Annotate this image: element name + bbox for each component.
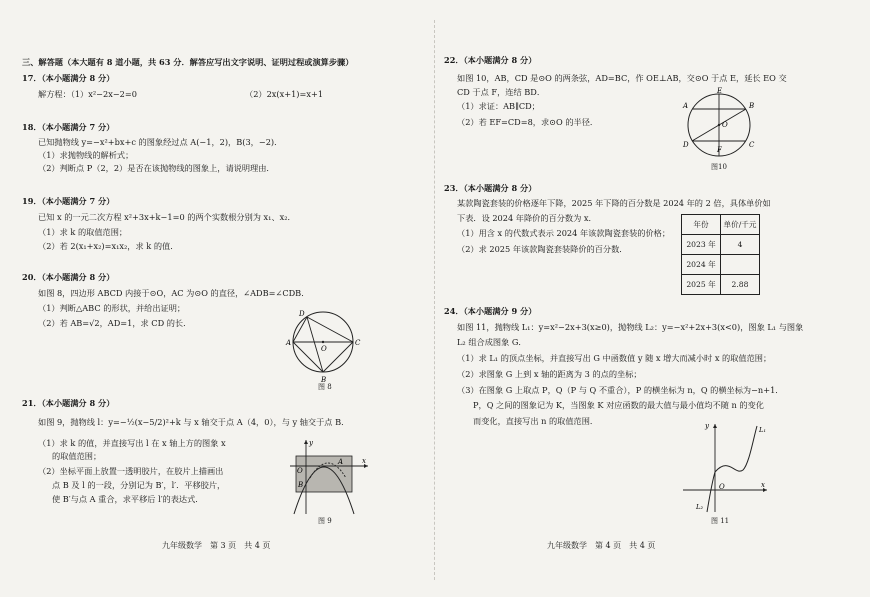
fig9-label-b: B	[298, 481, 304, 489]
fig8-label-a: A	[286, 339, 292, 347]
fig11-label-y: y	[705, 422, 709, 430]
table-cell: 2025 年	[682, 275, 721, 295]
figure-8-caption: 图 8	[318, 383, 332, 391]
q17-line1b: （2）2x(x+1)=x+1	[245, 89, 324, 99]
fig10-label-c: C	[749, 141, 755, 149]
q21-line4: （2）坐标平面上放置一透明胶片，在胶片上描画出	[38, 466, 224, 476]
q21-line1: 如图 9，抛物线 l：y=−½(x−5/2)²+k 与 x 轴交于点 A（4，0），与 y 轴交于点 B．	[38, 417, 350, 427]
q22-line1: 如图 10，AB，CD 是⊙O 的两条弦，AD=BC，作 OE⊥AB，交⊙O 于点 E，延长 EO 交	[457, 73, 787, 83]
figure-11-caption: 图 11	[711, 517, 730, 525]
table-header-cell: 年份	[682, 215, 721, 235]
table-cell: 2024 年	[682, 255, 721, 275]
q20-line3: （2）若 AB=√2，AD=1，求 CD 的长．	[38, 318, 192, 328]
q20-line2: （1）判断△ABC 的形状，并给出证明；	[38, 303, 186, 313]
q21-line5: 点 B 及 l 的一段，分别记为 B′，l′．平移胶片，	[52, 480, 226, 490]
figure-9-graph	[286, 438, 370, 516]
fig8-label-b: B	[321, 376, 327, 383]
fig10-label-e: E	[717, 87, 723, 95]
q24-line2: L₂ 组合成图象 G．	[457, 337, 527, 347]
q17-heading: 17．（本小题满分 8 分）	[22, 73, 115, 83]
fig9-label-o: O	[297, 467, 303, 475]
q20-heading: 20．（本小题满分 8 分）	[22, 272, 115, 282]
q22-heading: 22．（本小题满分 8 分）	[444, 55, 537, 65]
table-row	[682, 235, 760, 255]
q24-line3: （1）求 L₁ 的顶点坐标，并直接写出 G 中函数值 y 随 x 增大而减小时 x 的取值范围；	[457, 353, 772, 363]
left-page-footer: 九年级数学 第 3 页 共 4 页	[162, 541, 271, 550]
q23-line2: 下表．设 2024 年降价的百分数为 x．	[457, 213, 597, 223]
q21-line6: 使 B′与点 A 重合，求平移后 l′的表达式．	[52, 494, 204, 504]
table-header-cell: 单价/千元	[721, 215, 760, 235]
right-page	[435, 0, 870, 597]
q19-line1: 已知 x 的一元二次方程 x²+3x+k−1=0 的两个实数根分别为 x₁、x₂．	[38, 212, 296, 222]
q20-line1: 如图 8，四边形 ABCD 内接于⊙O，AC 为⊙O 的直径，∠ADB=∠CDB．	[38, 288, 310, 298]
q22-line3: （1）求证：AB∥CD；	[457, 101, 540, 111]
q24-line5: （3）在图象 G 上取点 P，Q（P 与 Q 不重合），P 的横坐标为 n，Q 的横坐标为−n+1．	[457, 385, 784, 395]
q22-line2: CD 于点 F，连结 BD．	[457, 87, 546, 97]
q18-heading: 18．（本小题满分 7 分）	[22, 122, 115, 132]
fig9-label-a: A	[338, 458, 344, 466]
table-row	[682, 275, 760, 295]
q23-line1: 某款陶瓷套装的价格逐年下降，2025 年下降的百分数是 2024 年的 2 倍，具体单价如	[457, 198, 771, 208]
fig10-label-d: D	[683, 141, 689, 149]
q23-heading: 23．（本小题满分 8 分）	[444, 183, 537, 193]
fig9-label-x: x	[362, 457, 366, 465]
q23-line4: （2）求 2025 年该款陶瓷套装降价的百分数．	[457, 244, 628, 254]
fig11-label-l1: L₁	[759, 426, 766, 434]
q19-heading: 19．（本小题满分 7 分）	[22, 196, 115, 206]
fig8-label-c: C	[355, 339, 361, 347]
fig10-label-o: O	[722, 121, 728, 129]
table-cell: 4	[721, 235, 760, 255]
fig11-label-x: x	[761, 481, 765, 489]
q19-line2: （1）求 k 的取值范围；	[38, 227, 128, 237]
q21-line2: （1）求 k 的值，并直接写出 l 在 x 轴上方的图象 x	[38, 438, 226, 448]
figure-9-caption: 图 9	[318, 517, 332, 525]
fig11-label-l2: L₂	[696, 503, 703, 511]
q18-line1: 已知抛物线 y=−x²+bx+c 的图象经过点 A(−1，2)，B(3，−2)．	[38, 137, 283, 147]
fig8-label-o: O	[321, 345, 327, 353]
q22-line4: （2）若 EF=CD=8，求⊙O 的半径．	[457, 117, 599, 127]
price-table	[681, 214, 760, 295]
table-cell: 2023 年	[682, 235, 721, 255]
q24-heading: 24．（本小题满分 9 分）	[444, 306, 537, 316]
section-header: 三、解答题（本大题有 8 道小题，共 63 分．解答应写出文字说明、证明过程或演算步骤）	[22, 57, 354, 67]
fig11-label-o: O	[719, 483, 725, 491]
q24-line7: 而变化，直接写出 n 的取值范围．	[473, 416, 599, 426]
table-cell	[721, 255, 760, 275]
q24-line1: 如图 11，抛物线 L₁：y=x²−2x+3(x≥0)，抛物线 L₂：y=−x²+2x+3(x<0)，图象 L₁ 与图象	[457, 322, 804, 332]
q17-line1: 解方程：（1）x²−2x−2=0	[38, 89, 137, 99]
table-cell: 2.88	[721, 275, 760, 295]
table-row	[682, 255, 760, 275]
q18-line2: （1）求抛物线的解析式；	[38, 150, 134, 160]
right-page-footer: 九年级数学 第 4 页 共 4 页	[547, 541, 656, 550]
figure-8-circle	[285, 305, 365, 383]
fig10-label-f: F	[717, 146, 722, 154]
fig10-label-b: B	[749, 102, 755, 110]
q23-line3: （1）用含 x 的代数式表示 2024 年该款陶瓷套装的价格；	[457, 228, 671, 238]
figure-10-circle	[679, 87, 759, 163]
q18-line3: （2）判断点 P（2，2）是否在该抛物线的图象上，请说明理由．	[38, 163, 275, 173]
q19-line3: （2）若 2(x₁+x₂)=x₁x₂，求 k 的值．	[38, 241, 179, 251]
figure-11-graph	[679, 420, 771, 514]
q24-line4: （2）求图象 G 上到 x 轴的距离为 3 的点的坐标；	[457, 369, 642, 379]
q21-heading: 21．（本小题满分 8 分）	[22, 398, 115, 408]
fig8-label-d: D	[299, 310, 305, 318]
table-header-row	[682, 215, 760, 235]
q21-line3: 的取值范围；	[52, 451, 102, 461]
q24-line6: P，Q 之间的图象记为 K，当图象 K 对应函数的最大值与最小值均不随 n 的变化	[473, 400, 764, 410]
figure-10-caption: 图10	[711, 163, 727, 171]
fig10-label-a: A	[683, 102, 689, 110]
fig9-label-y: y	[309, 439, 313, 447]
